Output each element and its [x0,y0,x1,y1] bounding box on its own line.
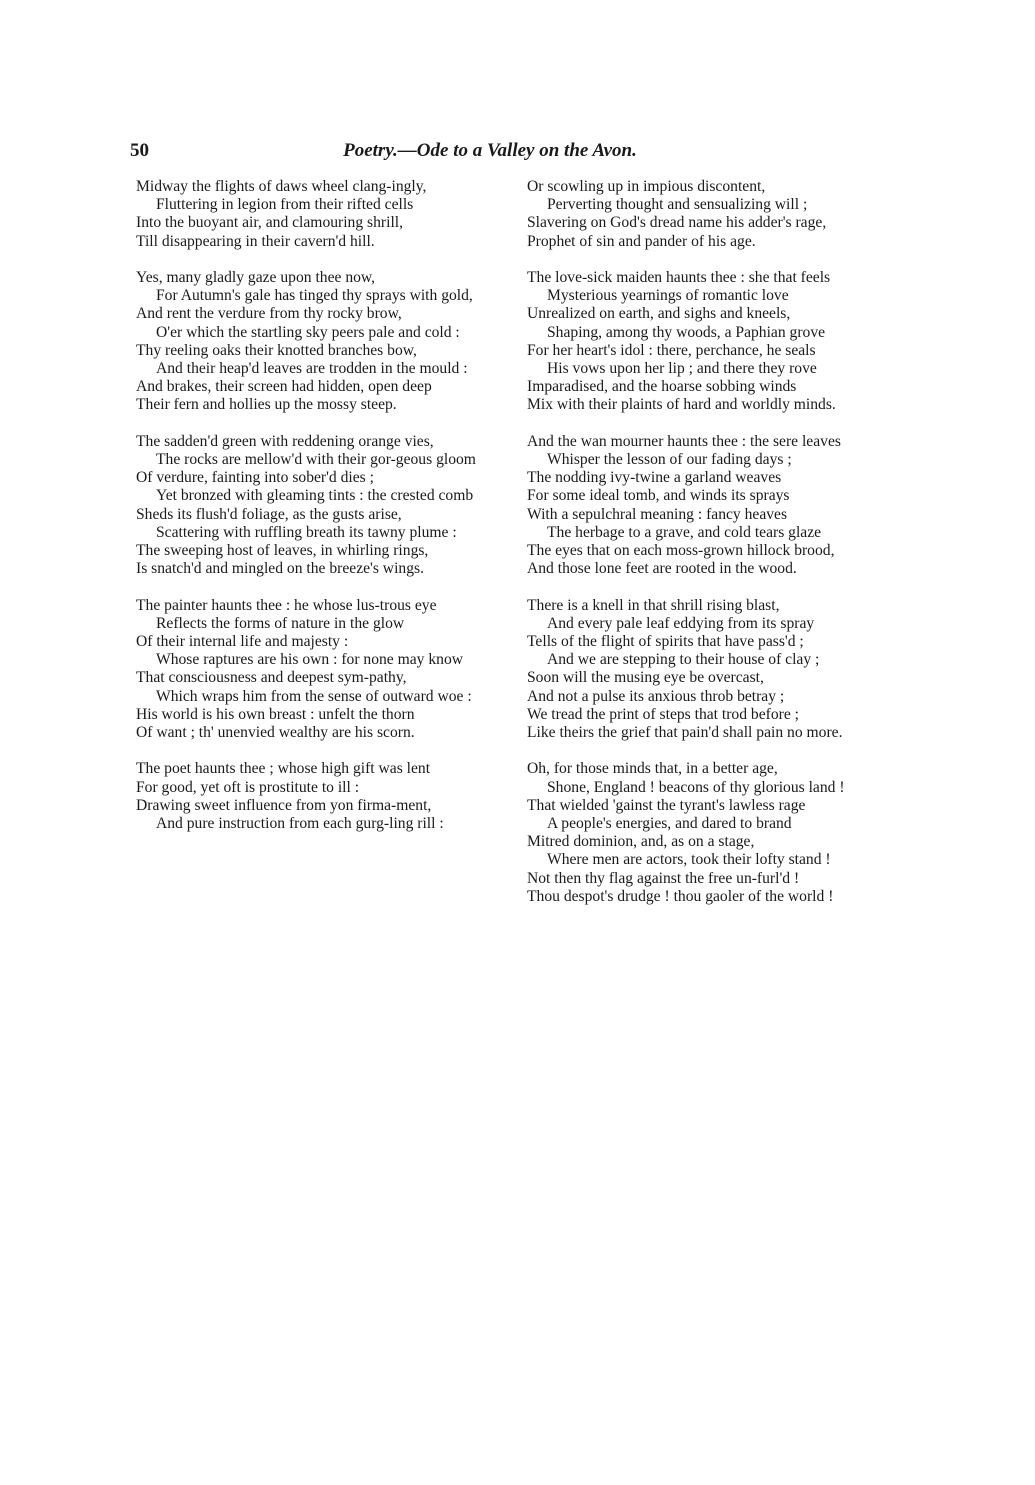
verse-line: Oh, for those minds that, in a better age, [527,760,778,778]
verse-line: Scattering with ruffling breath its tawny plume : [156,523,457,541]
verse-line: The poet haunts thee ; whose high gift was lent [136,760,431,778]
verse-line: For good, yet oft is prostitute to ill : [136,778,360,796]
verse-line: Drawing sweet influence from yon firma-ment, [136,796,432,814]
verse-line: A people's energies, and dared to brand [547,815,792,833]
verse-line: Into the buoyant air, and clamouring shrill, [136,214,404,232]
verse-line: Shaping, among thy woods, a Paphian grove [547,323,826,341]
verse-line: Thou despot's drudge ! thou gaoler of the world ! [527,887,834,905]
verse-line: That consciousness and deepest sym-pathy, [136,669,407,687]
verse-line: The sweeping host of leaves, in whirling rings, [136,542,429,560]
stanza [136,760,506,833]
verse-line: Fluttering in legion from their rifted cells [156,196,414,214]
verse-line: The herbage to a grave, and cold tears glaze [547,523,822,541]
running-title: Poetry.—Ode to a Valley on the Avon. [343,140,637,161]
stanza [527,597,900,743]
verse-line: His vows upon her lip ; and there they rove [547,360,817,378]
verse-line: Or scowling up in impious discontent, [527,178,766,195]
verse-line: Mitred dominion, and, as on a stage, [527,833,755,851]
verse-line: His world is his own breast : unfelt the thorn [136,705,415,723]
verse-line: Perverting thought and sensualizing will ; [547,196,808,214]
verse-line: Thy reeling oaks their knotted branches bow, [136,341,417,359]
verse-line: The painter haunts thee : he whose lus-trous eye [136,596,437,614]
verse-line: The nodding ivy-twine a garland weaves [527,469,782,487]
verse-line: And brakes, their screen had hidden, open deep [136,378,432,396]
verse-line: That wielded 'gainst the tyrant's lawless rage [527,796,806,814]
page-number: 50 [130,140,149,161]
stanza [136,178,506,251]
verse-line: And their heap'd leaves are trodden in the mould : [156,360,468,378]
verse-line: Not then thy flag against the free un-furl'd ! [527,869,800,887]
stanza [527,760,900,906]
verse-line: We tread the print of steps that trod before ; [527,705,799,723]
verse-line: And not a pulse its anxious throb betray ; [527,687,785,705]
verse-line: For her heart's idol : there, perchance, he seals [527,341,816,359]
verse-line: Of want ; th' unenvied wealthy are his scorn. [136,724,415,742]
verse-line: There is a knell in that shrill rising blast, [527,596,780,614]
left-column [136,178,506,851]
verse-line: And rent the verdure from thy rocky brow, [136,305,402,323]
verse-line: Midway the flights of daws wheel clang-ingly, [136,178,427,195]
stanza [527,433,900,579]
stanza [136,269,506,415]
verse-line: Slavering on God's dread name his adder's rage, [527,214,827,232]
verse-line: And pure instruction from each gurg-ling rill : [156,815,444,833]
verse-line: And the wan mourner haunts thee : the sere leaves [527,432,841,450]
verse-line: Of verdure, fainting into sober'd dies ; [136,469,374,487]
verse-line: And every pale leaf eddying from its spray [547,614,815,632]
verse-line: Soon will the musing eye be overcast, [527,669,764,687]
right-column [527,178,900,924]
verse-line: Is snatch'd and mingled on the breeze's wings. [136,560,424,578]
verse-line: For Autumn's gale has tinged thy sprays with gold, [156,287,473,305]
verse-line: Which wraps him from the sense of outward woe : [156,687,472,705]
verse-line: Till disappearing in their cavern'd hill. [136,232,375,250]
verse-line: Tells of the flight of spirits that have pass'd ; [527,633,804,651]
verse-line: The sadden'd green with reddening orange vies, [136,432,434,450]
verse-line: Imparadised, and the hoarse sobbing winds [527,378,797,396]
page-header [130,140,910,168]
verse-line: Yes, many gladly gaze upon thee now, [136,269,376,286]
stanza [136,597,506,743]
verse-line: The eyes that on each moss-grown hillock brood, [527,542,835,560]
verse-line: Yet bronzed with gleaming tints : the crested comb [156,487,474,505]
verse-line: And those lone feet are rooted in the wood. [527,560,797,578]
stanza [136,433,506,579]
verse-line: Whisper the lesson of our fading days ; [547,451,792,469]
verse-line: Where men are actors, took their lofty stand ! [547,851,831,869]
verse-line: Mix with their plaints of hard and worldly minds. [527,396,836,414]
verse-line: O'er which the startling sky peers pale and cold : [156,323,460,341]
verse-line: Of their internal life and majesty : [136,633,349,651]
stanza [527,178,900,251]
verse-line: Like theirs the grief that pain'd shall pain no more. [527,724,843,742]
stanza [527,269,900,415]
verse-line: Whose raptures are his own : for none may know [156,651,464,669]
verse-line: Prophet of sin and pander of his age. [527,232,756,250]
verse-line: Their fern and hollies up the mossy steep. [136,396,397,414]
verse-line: The rocks are mellow'd with their gor-geous gloom [156,451,476,469]
verse-line: Sheds its flush'd foliage, as the gusts arise, [136,505,402,523]
verse-line: Reflects the forms of nature in the glow [156,614,405,632]
verse-line: With a sepulchral meaning : fancy heaves [527,505,788,523]
verse-line: Shone, England ! beacons of thy glorious land ! [547,778,845,796]
verse-line: Mysterious yearnings of romantic love [547,287,789,305]
verse-line: For some ideal tomb, and winds its sprays [527,487,790,505]
verse-line: The love-sick maiden haunts thee : she that feels [527,269,831,286]
verse-line: Unrealized on earth, and sighs and kneels, [527,305,791,323]
verse-line: And we are stepping to their house of clay ; [547,651,820,669]
